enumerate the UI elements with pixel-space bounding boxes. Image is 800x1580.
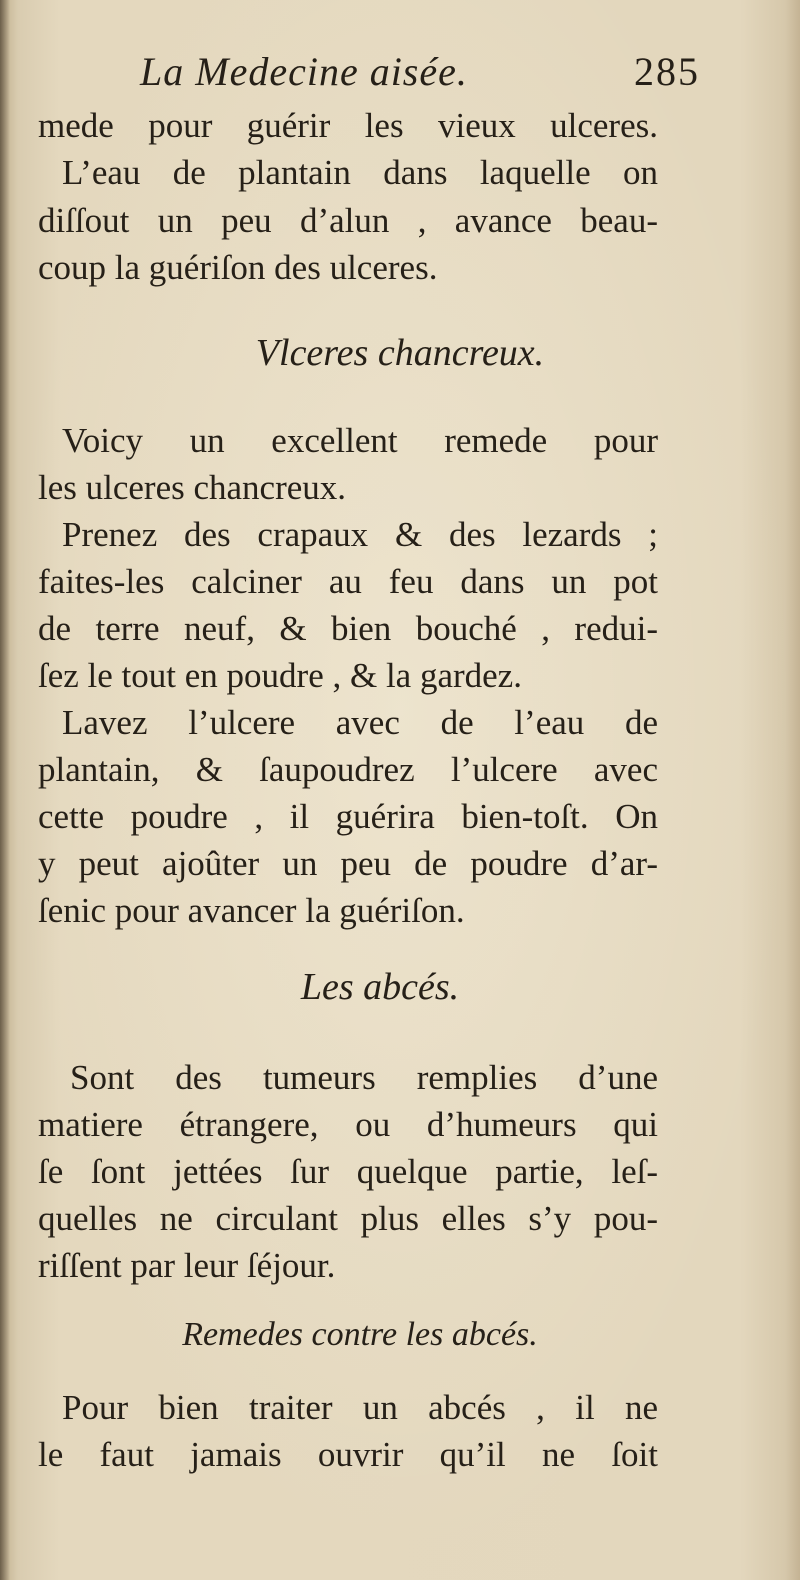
text-line: Pour bien traiter un abcés , il ne — [62, 1388, 658, 1427]
text-line: les ulceres chancreux. — [38, 468, 347, 507]
text-line: L’eau de plantain dans laquelle on — [62, 153, 658, 192]
text-line: coup la guériſon des ulceres. — [38, 248, 438, 287]
text-line: ſez le tout en poudre , & la gardez. — [38, 656, 522, 695]
text-line: quelles ne circulant plus elles s’y pou- — [38, 1199, 658, 1238]
text-line: faites-les calciner au feu dans un pot — [38, 562, 658, 601]
text-line: le faut jamais ouvrir qu’il ne ſoit — [38, 1435, 658, 1474]
text-line: ſenic pour avancer la guériſon. — [38, 891, 465, 930]
text-line: ſe ſont jettées ſur quelque partie, leſ- — [38, 1152, 658, 1191]
text-line: Lavez l’ulcere avec de l’eau de — [62, 703, 658, 742]
text-line: riſſent par leur ſéjour. — [38, 1246, 336, 1285]
text-line: matiere étrangere, ou d’humeurs qui — [38, 1105, 658, 1144]
section-heading: Vlceres chancreux. — [255, 332, 545, 374]
section-heading: Les abcés. — [300, 966, 460, 1008]
section-heading: Remedes contre les abcés. — [182, 1316, 538, 1353]
text-line: cette poudre , il guérira bien-toſt. On — [38, 797, 658, 836]
text-line: plantain, & ſaupoudrez l’ulcere avec — [38, 750, 658, 789]
page-header — [140, 48, 700, 98]
text-line: Prenez des crapaux & des lezards ; — [62, 515, 658, 554]
text-line: de terre neuf, & bien bouché , redui- — [38, 609, 658, 648]
text-line: Voicy un excellent remede pour — [62, 421, 658, 460]
text-line: y peut ajoûter un peu de poudre d’ar- — [38, 844, 658, 883]
running-title: La Medecine aisée. — [140, 49, 468, 94]
text-line: diſſout un peu d’alun , avance beau- — [38, 201, 658, 240]
text-line: Sont des tumeurs remplies d’une — [70, 1058, 658, 1097]
page-number: 285 — [634, 49, 700, 94]
text-line: mede pour guérir les vieux ulceres. — [38, 106, 658, 145]
